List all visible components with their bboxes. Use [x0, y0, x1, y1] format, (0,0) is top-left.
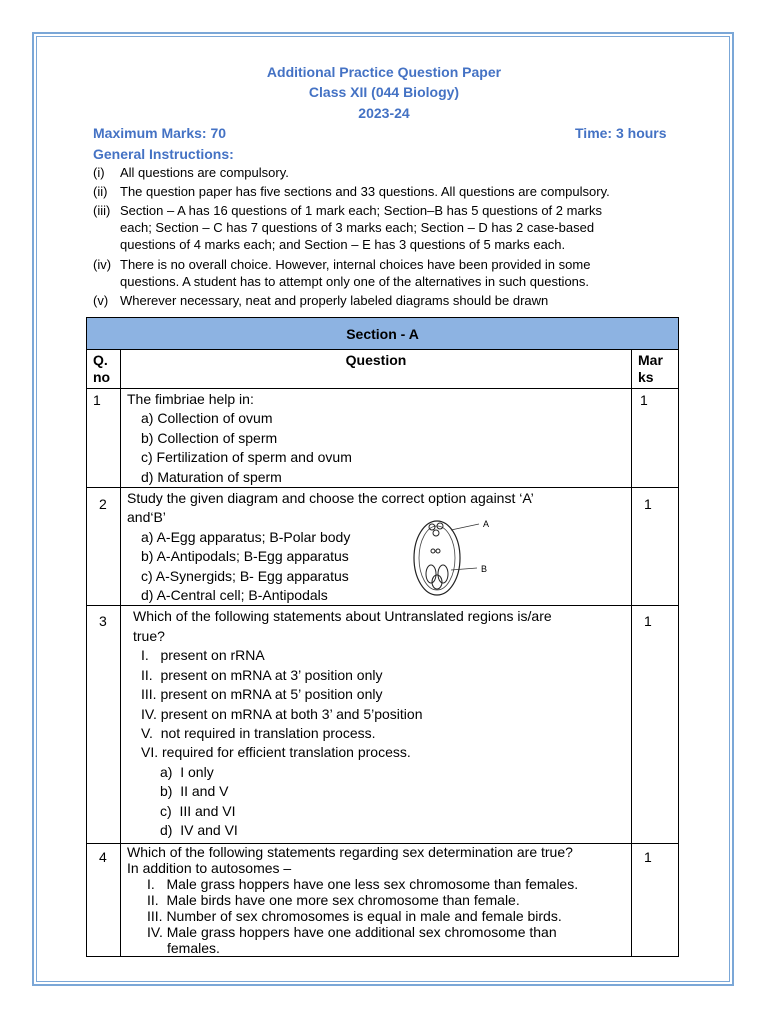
table-header-row	[87, 350, 679, 389]
diagram-label-b: B	[481, 564, 488, 575]
question-header: Question	[121, 350, 632, 389]
instruction-number: (iii)	[93, 203, 111, 218]
paper-title: Additional Practice Question Paper	[266, 64, 502, 80]
instruction-text: questions. A student has to attempt only one of the alternatives in such questions.	[120, 274, 590, 289]
qno-header-line: Q.	[93, 352, 108, 368]
instruction-item	[93, 165, 676, 182]
instruction-text: Section – A has 16 questions of 1 mark each; Section–B has 5 questions of 2 marks	[120, 203, 603, 218]
question-row	[87, 844, 679, 957]
instruction-item	[93, 184, 676, 201]
statement-item: females.	[167, 940, 220, 957]
option-item: d) Maturation of sperm	[141, 468, 282, 485]
marks-header-line: Mar	[638, 352, 663, 368]
question-stem: and‘B’	[127, 509, 166, 526]
instruction-item	[93, 293, 676, 310]
instruction-text: questions of 4 marks each; and Section – E has 3 questions of 5 marks each.	[120, 237, 566, 252]
statement-item: II. Male birds have one more sex chromosome than female.	[147, 892, 520, 909]
statement-item: III. present on mRNA at 5’ position only	[141, 686, 383, 703]
embryo-sac-outline	[414, 521, 460, 595]
question-marks: 1	[632, 606, 679, 844]
option-item: a) A-Egg apparatus; B-Polar body	[141, 528, 351, 545]
diagram-label-a: A	[483, 519, 490, 530]
statement-item: IV. present on mRNA at both 3’ and 5’position	[141, 705, 423, 722]
polar-nucleus	[436, 549, 440, 553]
question-stem: Study the given diagram and choose the correct option against ‘A’	[127, 490, 534, 507]
statement-item: V. not required in translation process.	[141, 724, 376, 741]
instruction-item	[93, 203, 676, 255]
statement-item: I. present on rRNA	[141, 647, 265, 664]
instruction-text: All questions are compulsory.	[120, 165, 289, 180]
instruction-number: (ii)	[93, 184, 108, 199]
statement-item: VI. required for efficient translation process.	[141, 744, 411, 761]
instruction-number: (v)	[93, 293, 109, 308]
option-item: b) Collection of sperm	[141, 429, 278, 446]
statement-item: III. Number of sex chromosomes is equal in male and female birds.	[147, 908, 562, 925]
instruction-number: (iv)	[93, 257, 112, 272]
question-stem: In addition to autosomes –	[127, 860, 292, 877]
question-row	[87, 389, 679, 488]
paper-year: 2023-24	[358, 105, 410, 121]
question-number: 1	[87, 389, 121, 488]
instruction-number: (i)	[93, 165, 105, 180]
question-body	[121, 488, 632, 606]
question-body	[121, 606, 632, 844]
qno-header	[87, 350, 121, 389]
question-number: 2	[87, 488, 121, 606]
option-item: d) A-Central cell; B-Antipodals	[141, 587, 328, 604]
option-item: a) I only	[160, 763, 214, 780]
option-item: b) II and V	[160, 783, 229, 800]
question-row	[87, 488, 679, 606]
option-item: c) III and VI	[160, 802, 236, 819]
synergid-cell	[426, 565, 436, 583]
instruction-text: There is no overall choice. However, internal choices have been provided in some	[120, 257, 591, 272]
option-item: c) A-Synergids; B- Egg apparatus	[141, 567, 349, 584]
max-marks: Maximum Marks: 70	[93, 125, 227, 141]
antipodal-cell	[433, 530, 439, 536]
question-stem: The fimbriae help in:	[127, 391, 254, 407]
instruction-item	[93, 257, 676, 292]
question-stem: Which of the following statements about Untranslated regions is/are	[133, 608, 552, 625]
label-line-a	[451, 524, 479, 530]
question-marks: 1	[632, 488, 679, 606]
label-line-b	[451, 568, 477, 570]
question-row	[87, 606, 679, 844]
question-table	[86, 317, 679, 957]
statement-item: IV. Male grass hoppers have one additional sex chromosome than	[147, 924, 557, 941]
statement-item: I. Male grass hoppers have one less sex chromosome than females.	[147, 876, 579, 893]
instruction-text: Wherever necessary, neat and properly labeled diagrams should be drawn	[120, 293, 549, 308]
question-stem: Which of the following statements regarding sex determination are true?	[127, 844, 573, 861]
question-number: 3	[87, 606, 121, 844]
question-number: 4	[87, 844, 121, 957]
question-stem: true?	[133, 627, 165, 644]
statement-item: II. present on mRNA at 3’ position only	[141, 666, 383, 683]
instruction-text: The question paper has five sections and 33 questions. All questions are compulsory.	[120, 184, 610, 199]
paper-class: Class XII (044 Biology)	[308, 84, 460, 100]
section-header: Section - A	[87, 318, 679, 350]
time-allowed: Time: 3 hours	[575, 125, 667, 141]
marks-header	[632, 350, 679, 389]
option-item: d) IV and VI	[160, 821, 238, 838]
option-item: a) Collection of ovum	[141, 410, 273, 427]
instructions-heading: General Instructions:	[93, 146, 234, 162]
option-item: b) A-Antipodals; B-Egg apparatus	[141, 548, 349, 565]
embryo-sac-diagram	[409, 518, 509, 598]
option-item: c) Fertilization of sperm and ovum	[141, 449, 352, 466]
synergid-cell	[438, 565, 448, 583]
question-body	[121, 389, 632, 488]
polar-nucleus	[431, 549, 435, 553]
question-marks: 1	[632, 389, 679, 488]
marks-header-line: ks	[638, 369, 654, 385]
question-body	[121, 844, 632, 957]
question-marks: 1	[632, 844, 679, 957]
qno-header-line: no	[93, 369, 111, 385]
instruction-text: each; Section – C has 7 questions of 3 marks each; Section – D has 2 case-based	[120, 220, 595, 235]
